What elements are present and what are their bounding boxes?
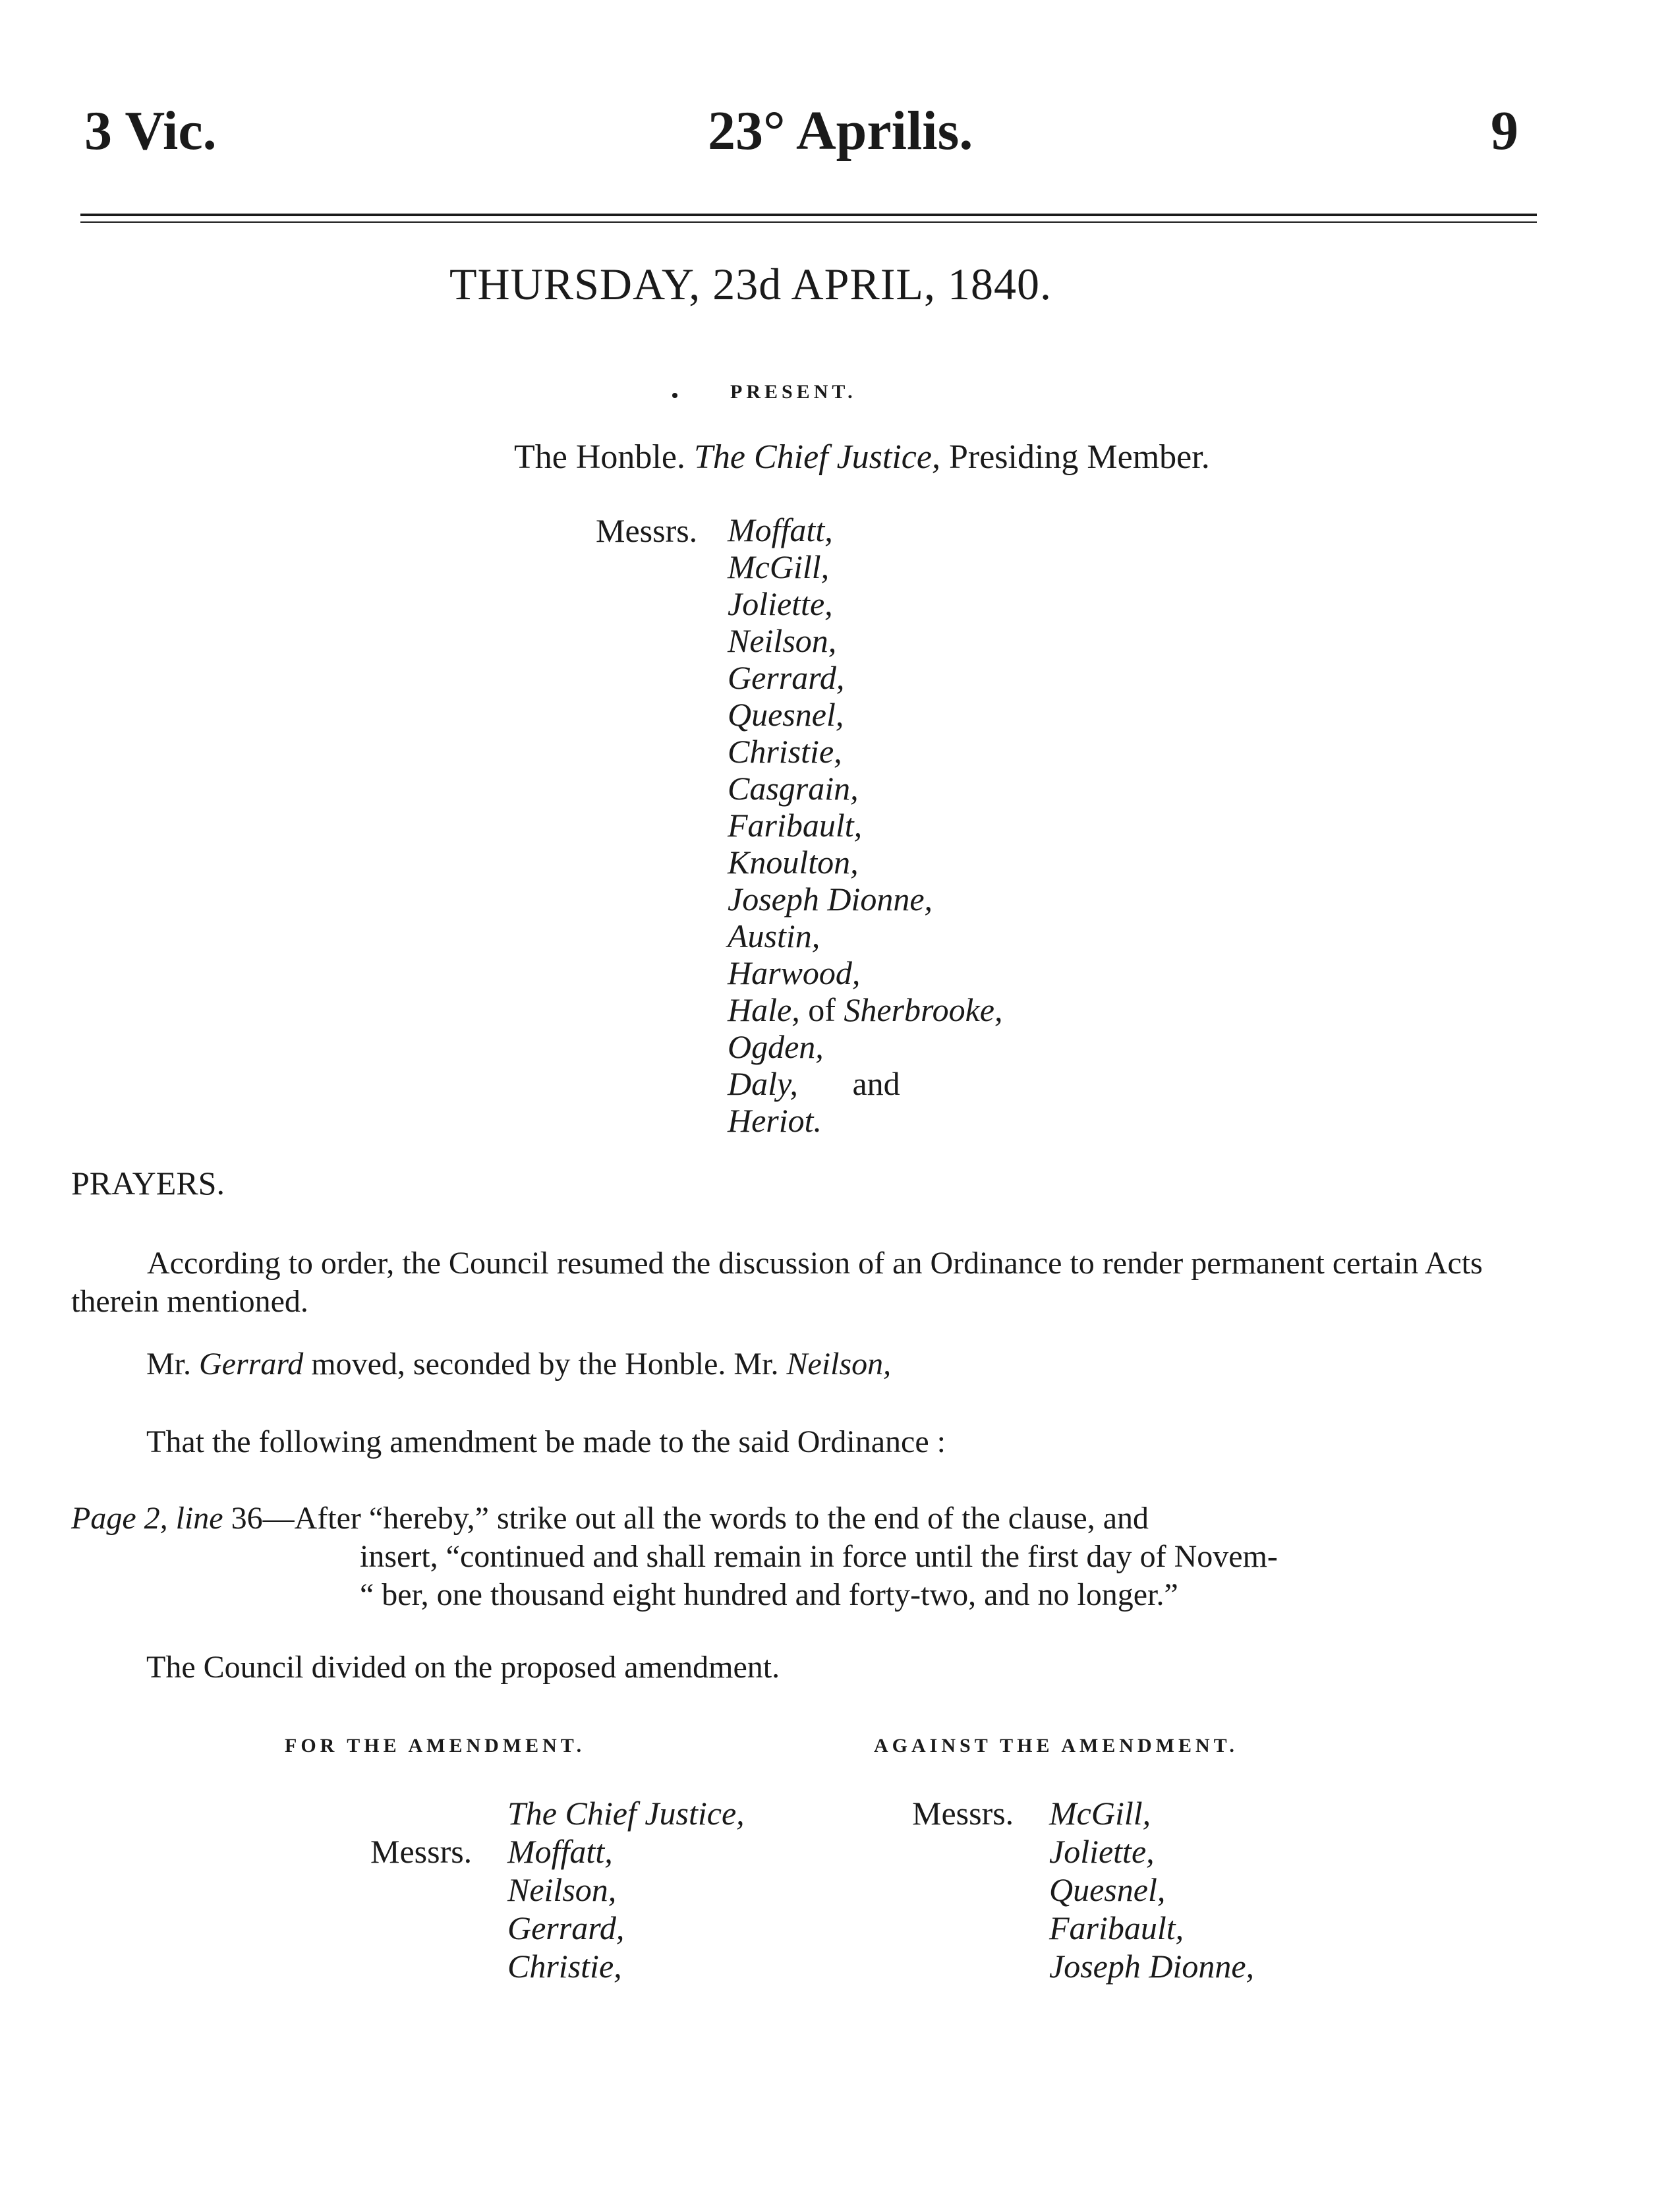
for-member-name: Moffatt, <box>507 1833 613 1870</box>
member-name: Joseph Dionne, <box>728 881 933 917</box>
member-name: Daly, <box>728 1065 798 1102</box>
resumption-paragraph: According to order, the Council resumed the discussion of an Ordinance to render permanent certain Acts therein mentioned. <box>71 1246 1483 1319</box>
for-member-name: Neilson, <box>507 1871 617 1908</box>
against-amendment-list <box>1049 1794 1254 1985</box>
member-name: Austin, <box>728 917 820 954</box>
member-name: Casgrain, <box>728 770 859 807</box>
line-number: 36 <box>231 1501 263 1536</box>
member-name: Hale, <box>728 991 800 1028</box>
mover-name: Gerrard <box>199 1347 304 1382</box>
member-name: Joliette, <box>728 585 833 622</box>
motion-line <box>146 1346 891 1382</box>
amendment-line-1 <box>71 1500 1149 1536</box>
bullet-dot <box>672 393 677 398</box>
amendment-intro: That the following amendment be made to the said Ordinance : <box>146 1424 946 1459</box>
for-amendment-list <box>507 1832 624 1985</box>
place-name: Sherbrooke, <box>844 991 1003 1028</box>
seconder-name: Neilson, <box>786 1347 892 1382</box>
against-member-name: Joseph Dionne, <box>1049 1948 1255 1985</box>
against-member-name: McGill, <box>1049 1795 1151 1832</box>
members-present-list <box>728 511 1003 1139</box>
for-chief-justice: The Chief Justice, <box>507 1795 745 1832</box>
member-name: Moffatt, <box>728 511 833 548</box>
running-header-date: 23° Aprilis. <box>708 100 973 161</box>
presiding-member-line <box>514 438 1210 477</box>
for-member-name: Gerrard, <box>507 1909 625 1946</box>
of-word: of <box>808 991 836 1028</box>
for-amendment-heading: FOR THE AMENDMENT. <box>285 1735 586 1757</box>
for-member-name: Christie, <box>507 1948 622 1985</box>
against-member-name: Quesnel, <box>1049 1871 1166 1908</box>
member-name: Knoulton, <box>728 844 859 881</box>
amendment-line-3: “ ber, one thousand eight hundred and forty-two, and no longer.” <box>360 1577 1178 1612</box>
member-name: Harwood, <box>728 954 861 991</box>
prayers-heading: PRAYERS. <box>71 1165 225 1202</box>
member-name: Gerrard, <box>728 659 845 696</box>
presiding-name: The Chief Justice, <box>693 438 940 476</box>
member-name: Quesnel, <box>728 696 844 733</box>
for-messrs-label: Messrs. <box>370 1833 473 1870</box>
against-member-name: Joliette, <box>1049 1833 1155 1870</box>
against-amendment-heading: AGAINST THE AMENDMENT. <box>874 1735 1238 1757</box>
presiding-prefix: The Honble. <box>514 438 685 476</box>
messrs-label: Messrs. <box>596 512 698 549</box>
division-intro: The Council divided on the proposed amendment. <box>146 1650 780 1685</box>
member-name: Neilson, <box>728 622 837 659</box>
presiding-suffix: Presiding Member. <box>948 438 1210 476</box>
against-member-name: Faribault, <box>1049 1909 1184 1946</box>
header-rule-thick <box>80 214 1537 216</box>
page-line-reference: Page 2, line <box>71 1501 223 1536</box>
and-word: and <box>852 1065 900 1102</box>
member-daly <box>728 1065 1003 1102</box>
member-hale <box>728 991 1003 1028</box>
member-name: Christie, <box>728 733 842 770</box>
motion-text: moved, seconded by the Honble. Mr. <box>311 1347 779 1382</box>
mr-title: Mr. <box>146 1347 192 1382</box>
header-rule-thin <box>80 221 1537 223</box>
present-heading: PRESENT. <box>730 381 857 403</box>
page-number: 9 <box>1491 100 1518 161</box>
amendment-text: —After “hereby,” strike out all the words to the end of the clause, and <box>262 1501 1149 1536</box>
member-name: McGill, <box>728 548 830 585</box>
member-name: Heriot. <box>728 1102 822 1139</box>
running-header-regnal-year: 3 Vic. <box>84 100 217 161</box>
member-name: Faribault, <box>728 807 863 844</box>
sitting-date: THURSDAY, 23d APRIL, 1840. <box>449 259 1052 309</box>
amendment-line-2: insert, “continued and shall remain in force until the first day of Novem- <box>360 1539 1278 1574</box>
member-name: Ogden, <box>728 1028 824 1065</box>
against-messrs-label: Messrs. <box>912 1795 1014 1832</box>
